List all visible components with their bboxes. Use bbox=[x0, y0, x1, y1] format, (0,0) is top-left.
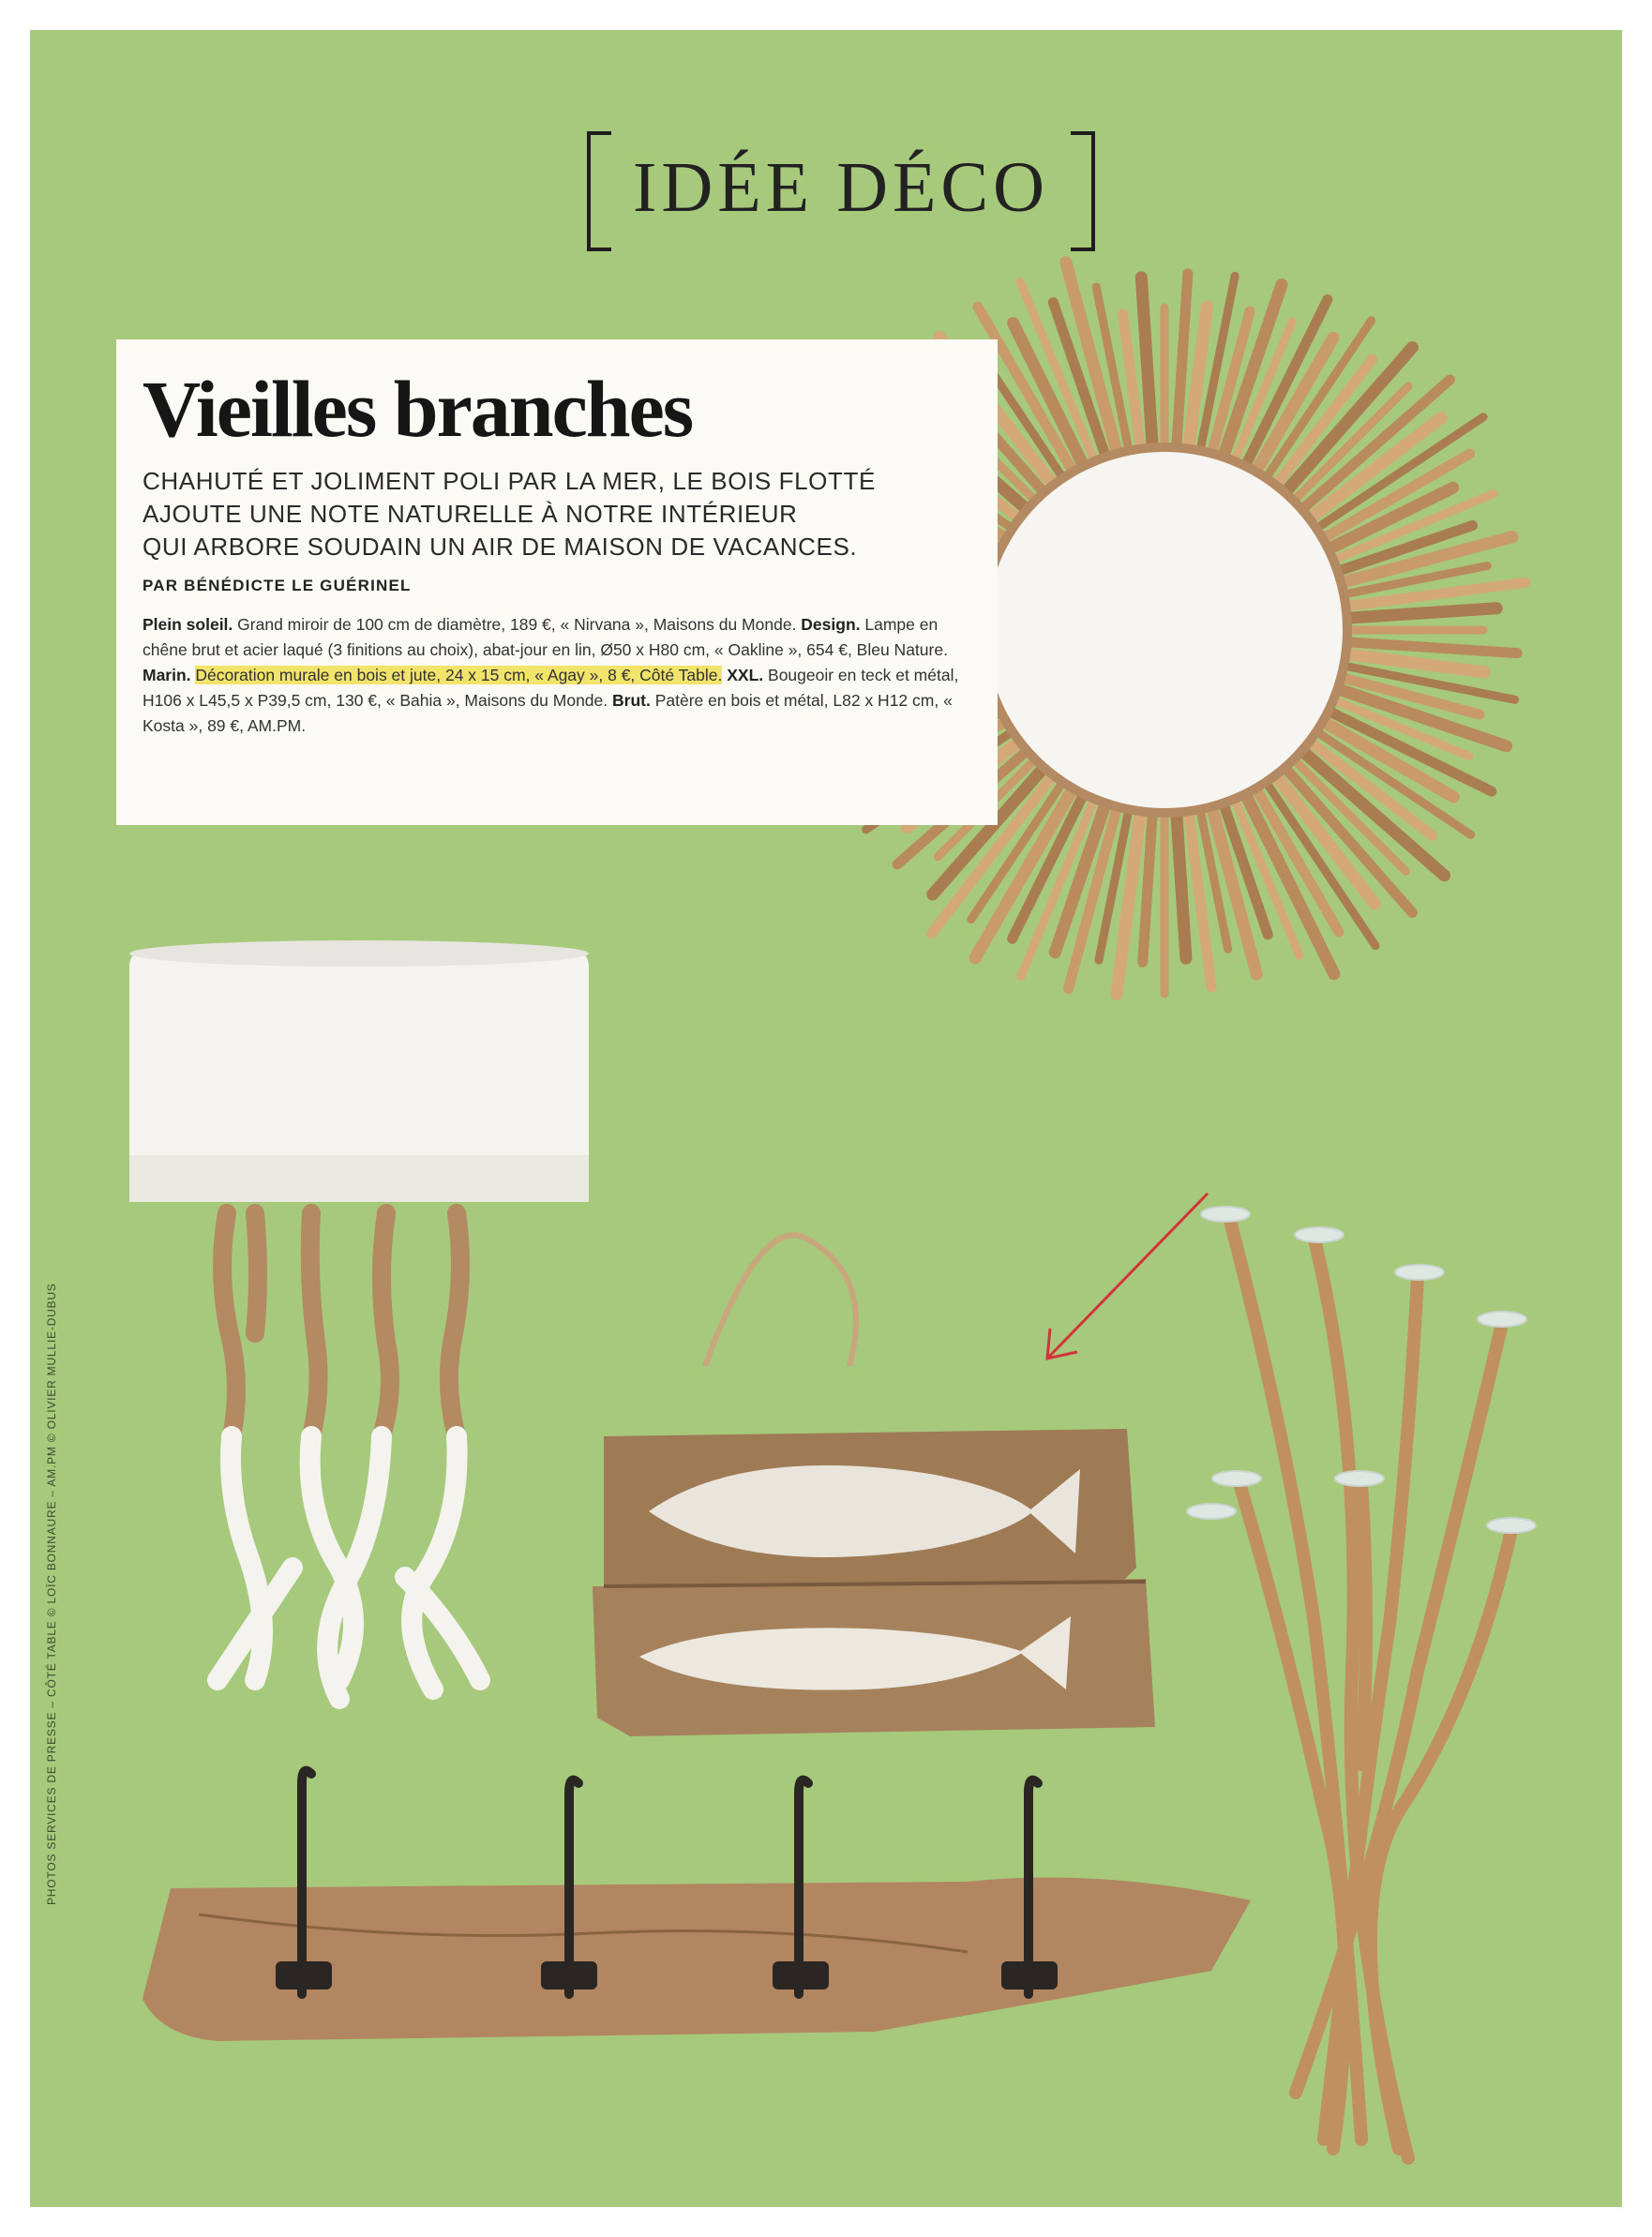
right-bracket bbox=[1071, 131, 1095, 251]
highlighted-item: Décoration murale en bois et jute, 24 x 15 cm, « Agay », 8 €, Côté Table. bbox=[195, 666, 723, 684]
article-text-panel bbox=[116, 339, 998, 825]
item-text: Grand miroir de 100 cm de diamètre, 189 €, « Nirvana », Maisons du Monde. bbox=[233, 615, 802, 634]
candle-holder-icon bbox=[1230, 1221, 1511, 2158]
mirror-glass bbox=[986, 452, 1343, 808]
lede-line: AJOUTE UNE NOTE NATURELLE À NOTRE INTÉRIEUR bbox=[143, 500, 798, 528]
product-list bbox=[143, 612, 966, 739]
section-rubric: IDÉE DÉCO bbox=[633, 148, 1049, 227]
byline: PAR BÉNÉDICTE LE GUÉRINEL bbox=[143, 577, 412, 594]
driftwood-lamp-icon bbox=[129, 940, 589, 1699]
item-text: Lampe en chêne brut et acier laqué (3 finitions au choix), abat-jour en lin, Ø50 x H80 cm, « Oakline », 654 €, Bleu Nature. bbox=[143, 615, 948, 659]
lede-line: CHAHUTÉ ET JOLIMENT POLI PAR LA MER, LE BOIS FLOTTÉ bbox=[143, 467, 876, 495]
magazine-page bbox=[30, 30, 1622, 2207]
coat-rack-icon bbox=[143, 1771, 1251, 2041]
item-label: XXL. bbox=[727, 666, 764, 684]
red-arrow-icon bbox=[1047, 1194, 1208, 1359]
item-text: Bougeoir en teck et métal, H106 x L45,5 x P39,5 cm, 130 €, « Bahia », Maisons du Monde. bbox=[143, 666, 959, 710]
article-title: Vieilles branches bbox=[143, 364, 693, 454]
item-label: Marin. bbox=[143, 666, 191, 684]
item-label: Brut. bbox=[612, 691, 651, 710]
fish-sign-icon bbox=[593, 1235, 1155, 1736]
article-lede bbox=[143, 465, 966, 563]
left-bracket bbox=[587, 131, 611, 251]
item-text: Patère en bois et métal, L82 x H12 cm, « Kosta », 89 €, AM.PM. bbox=[143, 691, 953, 735]
lede-line: QUI ARBORE SOUDAIN UN AIR DE MAISON DE VACANCES. bbox=[143, 533, 858, 561]
item-label: Plein soleil. bbox=[143, 615, 233, 634]
photo-credits: PHOTOS SERVICES DE PRESSE – CÔTÉ TABLE © LOÏC BONNAURE – AM.PM © OLIVIER MULLIE-DUBUS bbox=[45, 1283, 58, 1905]
item-label: Design. bbox=[801, 615, 861, 634]
